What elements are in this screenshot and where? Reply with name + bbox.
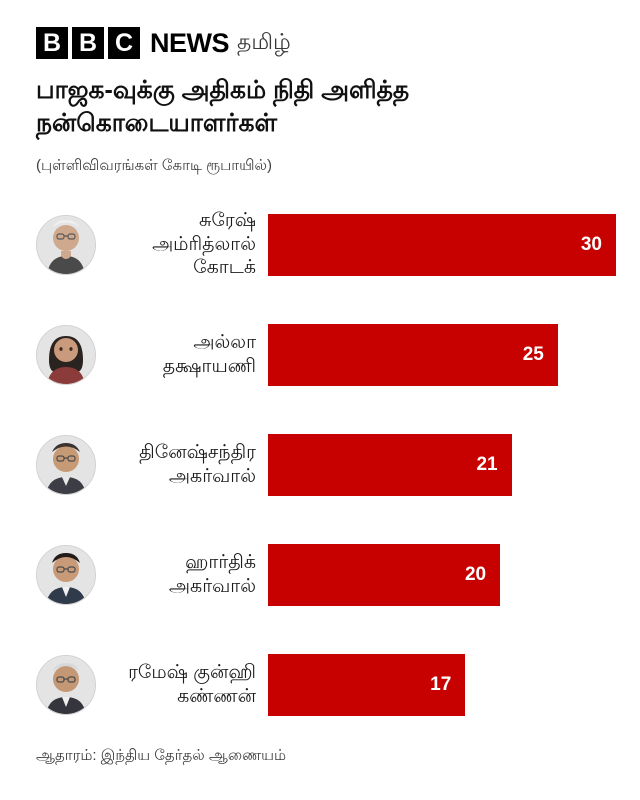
bar-segment (268, 214, 616, 276)
bbc-logo-letter-1: B (36, 27, 68, 59)
bar-segment (268, 544, 500, 606)
bar-segment (268, 434, 512, 496)
donor-name: ஹார்திக் அகர்வால் (168, 551, 256, 597)
chart-row (36, 190, 616, 300)
bbc-logo-letter-3: C (108, 27, 140, 59)
donor-name: தினேஷ்சந்திர அகர்வால் (139, 441, 256, 487)
bar-track (268, 520, 616, 630)
bar-chart (36, 190, 616, 740)
chart-row (36, 300, 616, 410)
bbc-logo (36, 27, 140, 59)
bar-track (268, 410, 616, 520)
donor-name: சுரேஷ் அம்ரித்லால் கோடக் (152, 209, 256, 279)
chart-source: ஆதாரம்: இந்திய தேர்தல் ஆணையம் (36, 747, 287, 764)
bar-value-label: 17 (430, 673, 452, 695)
bar-segment (268, 654, 465, 716)
page-title: பாஜக-வுக்கு அதிகம் நிதி அளித்த நன்கொடையாளர்கள் (36, 76, 410, 138)
bar-track (268, 190, 616, 300)
bbc-brand-header (36, 26, 616, 60)
chart-row (36, 630, 616, 740)
donor-name: ரமேஷ் குன்ஹி கண்ணன் (128, 661, 256, 707)
avatar (36, 435, 96, 495)
bar-segment (268, 324, 558, 386)
avatar (36, 545, 96, 605)
bar-track (268, 300, 616, 410)
brand-news-label: NEWS (150, 27, 229, 58)
chart-row (36, 520, 616, 630)
avatar (36, 655, 96, 715)
bar-value-label: 30 (580, 233, 602, 255)
avatar (36, 215, 96, 275)
donor-name: அல்லா தக்ஷாயணி (162, 331, 256, 377)
bar-value-label: 20 (464, 563, 487, 585)
bar-value-label: 21 (476, 453, 498, 475)
bbc-logo-letter-2: B (72, 27, 104, 59)
chart-subtitle: (புள்ளிவிவரங்கள் கோடி ரூபாயில்) (36, 156, 272, 174)
brand-language-label: தமிழ் (237, 28, 291, 54)
chart-row (36, 410, 616, 520)
bar-track (268, 630, 616, 740)
avatar (36, 325, 96, 385)
bar-value-label: 25 (522, 343, 544, 365)
